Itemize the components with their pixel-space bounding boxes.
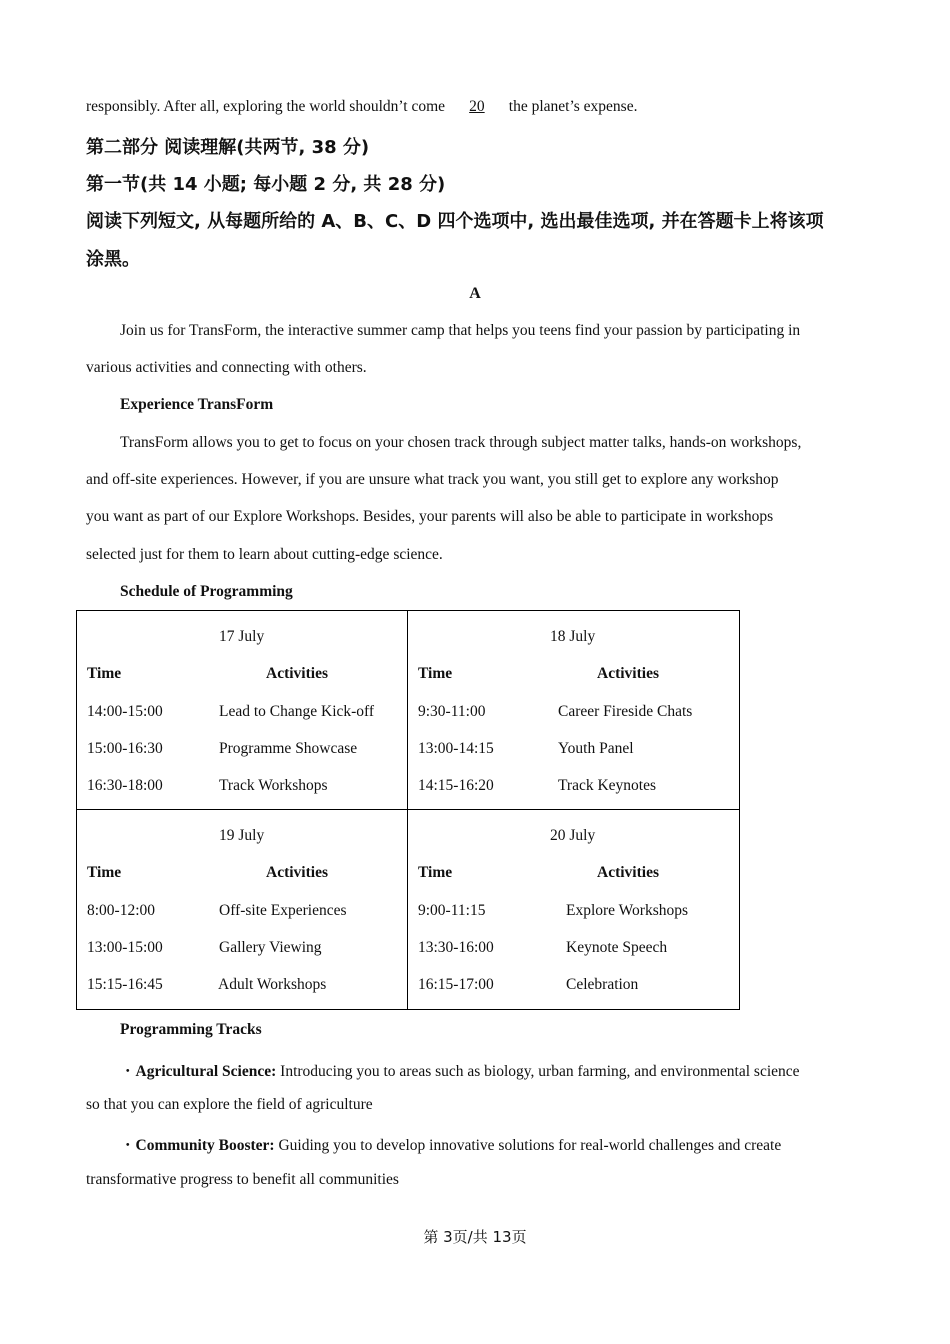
activities-header: Activities bbox=[597, 864, 659, 881]
row-time: 13:00-14:15 bbox=[418, 740, 494, 757]
instruction-line-2: 涂黑。 bbox=[86, 249, 140, 270]
answer-blank: 20 bbox=[469, 98, 485, 115]
row-activity: Track Keynotes bbox=[558, 777, 657, 794]
schedule-day-cell bbox=[408, 810, 739, 1009]
row-time: 14:00-15:00 bbox=[87, 703, 163, 720]
track-name: Agricultural Science: bbox=[135, 1063, 277, 1080]
row-activity: Youth Panel bbox=[558, 740, 634, 757]
row-time: 9:00-11:15 bbox=[418, 902, 486, 919]
track-description-continued: transformative progress to benefit all communities bbox=[86, 1171, 399, 1188]
experience-line-1: TransForm allows you to get to focus on your chosen track through subject matter talks, hands-on workshops, bbox=[120, 434, 802, 451]
row-time: 15:00-16:30 bbox=[87, 740, 163, 757]
track-item-agricultural bbox=[120, 1059, 800, 1081]
time-header: Time bbox=[418, 864, 453, 881]
row-activity: Explore Workshops bbox=[566, 902, 689, 919]
passage-intro-line-1: Join us for TransForm, the interactive summer camp that helps you teens find your passion by participating in bbox=[120, 322, 801, 339]
passage-label: A bbox=[469, 285, 481, 302]
row-activity: Lead to Change Kick-off bbox=[219, 703, 375, 720]
row-time: 15:15-16:45 bbox=[87, 976, 163, 993]
row-activity: Career Fireside Chats bbox=[558, 703, 693, 720]
time-header: Time bbox=[87, 665, 122, 682]
schedule-day-cell bbox=[408, 611, 739, 810]
day-date: 19 July bbox=[219, 827, 265, 844]
row-time: 8:00-12:00 bbox=[87, 902, 156, 919]
intro-text-after: the planet’s expense. bbox=[508, 98, 638, 115]
bullet-icon: ・ bbox=[120, 1137, 136, 1154]
subsection-heading: 第一节(共 14 小题; 每小题 2 分, 共 28 分) bbox=[86, 174, 446, 195]
experience-line-4: selected just for them to learn about cutting-edge science. bbox=[86, 546, 443, 563]
track-description: Guiding you to develop innovative solutions for real-world challenges and create bbox=[278, 1137, 782, 1154]
schedule-heading: Schedule of Programming bbox=[120, 583, 293, 600]
schedule-table bbox=[76, 610, 740, 1010]
experience-line-2: and off-site experiences. However, if you are unsure what track you want, you still get to explore any workshop bbox=[86, 471, 779, 488]
schedule-day-cell bbox=[77, 810, 408, 1009]
row-activity: Off-site Experiences bbox=[219, 902, 347, 919]
time-header: Time bbox=[418, 665, 453, 682]
part-heading: 第二部分 阅读理解(共两节, 38 分) bbox=[86, 137, 370, 158]
instruction-line-1: 阅读下列短文, 从每题所给的 A、B、C、D 四个选项中, 选出最佳选项, 并在答题卡上将该项 bbox=[86, 211, 824, 232]
track-description: Introducing you to areas such as biology, urban farming, and environmental science bbox=[280, 1063, 800, 1080]
track-item-community bbox=[120, 1133, 781, 1155]
row-activity: Programme Showcase bbox=[219, 740, 358, 757]
row-activity: Track Workshops bbox=[219, 777, 328, 794]
row-activity: Adult Workshops bbox=[218, 976, 327, 993]
row-time: 16:15-17:00 bbox=[418, 976, 494, 993]
row-activity: Celebration bbox=[566, 976, 639, 993]
tracks-heading: Programming Tracks bbox=[120, 1021, 262, 1038]
row-activity: Gallery Viewing bbox=[219, 939, 322, 956]
activities-header: Activities bbox=[597, 665, 659, 682]
schedule-day-cell bbox=[77, 611, 408, 810]
row-time: 16:30-18:00 bbox=[87, 777, 163, 794]
experience-heading: Experience TransForm bbox=[120, 396, 274, 413]
track-description-continued: so that you can explore the field of agriculture bbox=[86, 1096, 373, 1113]
row-time: 13:30-16:00 bbox=[418, 939, 494, 956]
activities-header: Activities bbox=[266, 864, 328, 881]
time-header: Time bbox=[87, 864, 122, 881]
intro-text-before: responsibly. After all, exploring the world shouldn’t come bbox=[86, 98, 446, 115]
row-activity: Keynote Speech bbox=[566, 939, 668, 956]
bullet-icon: ・ bbox=[120, 1063, 136, 1080]
day-date: 18 July bbox=[550, 628, 596, 645]
activities-header: Activities bbox=[266, 665, 328, 682]
track-name: Community Booster: bbox=[135, 1137, 275, 1154]
row-time: 14:15-16:20 bbox=[418, 777, 494, 794]
page-number: 第 3页/共 13页 bbox=[423, 1228, 527, 1246]
passage-intro-line-2: various activities and connecting with others. bbox=[86, 359, 367, 376]
day-date: 20 July bbox=[550, 827, 596, 844]
experience-line-3: you want as part of our Explore Workshops. Besides, your parents will also be able to participate in workshops bbox=[86, 508, 774, 525]
row-time: 13:00-15:00 bbox=[87, 939, 163, 956]
day-date: 17 July bbox=[219, 628, 265, 645]
intro-line bbox=[86, 98, 637, 116]
row-time: 9:30-11:00 bbox=[418, 703, 486, 720]
